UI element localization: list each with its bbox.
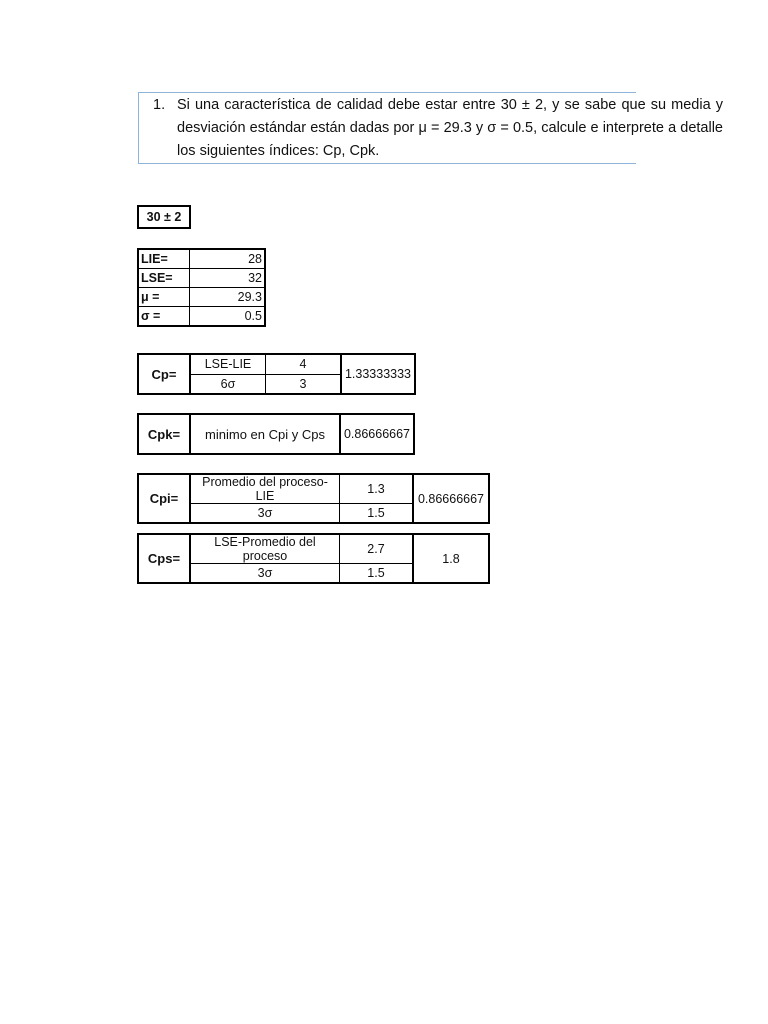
param-label: LSE= — [138, 269, 190, 288]
param-label: μ = — [138, 288, 190, 307]
tolerance-value: 30 ± 2 — [138, 206, 190, 228]
cp-denominator-value: 3 — [266, 374, 342, 394]
cpi-result: 0.86666667 — [413, 474, 489, 523]
param-row-sigma — [138, 307, 265, 327]
cps-table — [137, 533, 490, 584]
param-value: 0.5 — [190, 307, 266, 327]
cpi-numerator-value: 1.3 — [340, 474, 414, 504]
param-row-mu — [138, 288, 265, 307]
cpi-denominator-formula: 3σ — [190, 504, 340, 524]
cpi-numerator-formula: Promedio del proceso-LIE — [190, 474, 340, 504]
param-label: σ = — [138, 307, 190, 327]
cps-denominator-formula: 3σ — [190, 564, 340, 584]
cp-numerator-value: 4 — [266, 354, 342, 374]
cps-label: Cps= — [138, 534, 190, 583]
cpk-result: 0.86666667 — [340, 414, 414, 454]
cps-denominator-value: 1.5 — [340, 564, 414, 584]
cpi-label: Cpi= — [138, 474, 190, 523]
cp-table — [137, 353, 416, 395]
param-value: 28 — [190, 249, 266, 269]
param-row-lse — [138, 269, 265, 288]
cps-result: 1.8 — [413, 534, 489, 583]
param-label: LIE= — [138, 249, 190, 269]
cpk-description: minimo en Cpi y Cps — [190, 414, 340, 454]
cp-label: Cp= — [138, 354, 190, 394]
cp-result: 1.33333333 — [341, 354, 415, 394]
cp-denominator-formula: 6σ — [190, 374, 266, 394]
tolerance-cell — [137, 205, 191, 229]
param-value: 32 — [190, 269, 266, 288]
cpi-table — [137, 473, 490, 524]
cp-numerator-formula: LSE-LIE — [190, 354, 266, 374]
param-value: 29.3 — [190, 288, 266, 307]
cpk-table — [137, 413, 415, 455]
cps-numerator-formula: LSE-Promedio del proceso — [190, 534, 340, 564]
param-row-lie — [138, 249, 265, 269]
cpk-label: Cpk= — [138, 414, 190, 454]
cpi-denominator-value: 1.5 — [340, 504, 414, 524]
cps-numerator-value: 2.7 — [340, 534, 414, 564]
problem-statement: Si una característica de calidad debe estar entre 30 ± 2, y se sabe que su media y desviación estándar están dadas por μ = 29.3 y σ = 0.5, calcule e interprete a detalle los siguientes índices: Cp, Cpk. — [177, 97, 723, 159]
problem-number: 1. — [153, 97, 166, 113]
parameters-table — [137, 248, 266, 327]
